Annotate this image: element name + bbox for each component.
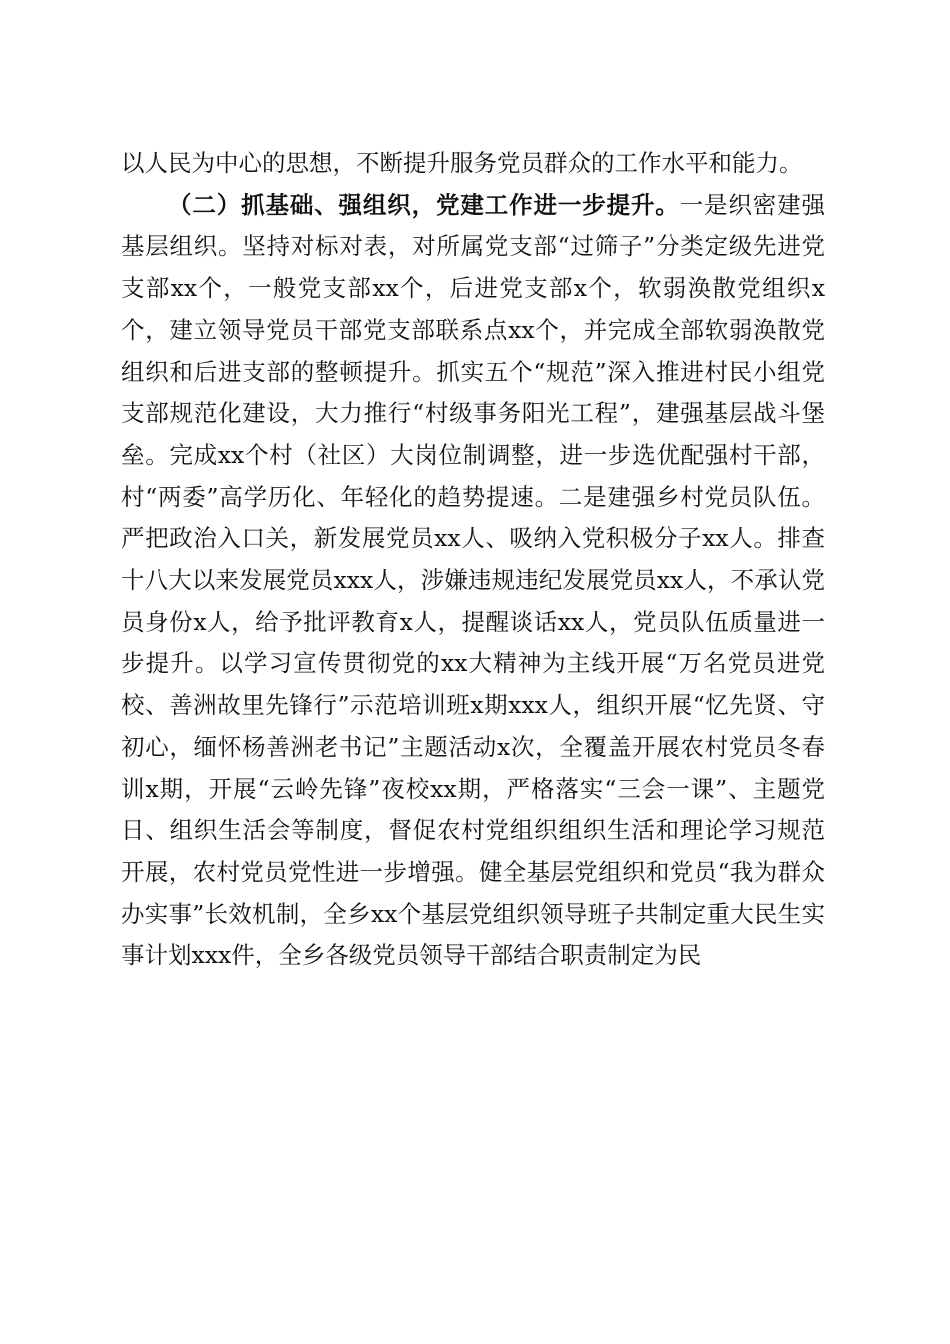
document-body xyxy=(121,143,825,977)
paragraph-text: 以人民为中心的思想，不断提升服务党员群众的工作水平和能力。 xyxy=(121,149,803,177)
paragraph-section-two xyxy=(121,185,825,977)
paragraph-continuation xyxy=(121,143,825,185)
paragraph-text: 一是织密建强基层组织。坚持对标对表，对所属党支部“过筛子”分类定级先进党支部xx个，一般党支部xx个，后进党支部x个，软弱涣散党组织x个，建立领导党员干部党支部联系点xx个，并完成全部软弱涣散党组织和后进支部的整顿提升。抓实五个“规范”深入推进村民小组党支部规范化建设，大力推行“村级事务阳光工程”，建强基层战斗堡垒。完成xx个村（社区）大岗位制调整，进一步选优配强村干部，村“两委”高学历化、年轻化的趋势提速。二是建强乡村党员队伍。严把政治入口关，新发展党员xx人、吸纳入党积极分子xx人。排查十八大以来发展党员xxx人，涉嫌违规违纪发展党员xx人，不承认党员身份x人，给予批评教育x人，提醒谈话xx人，党员队伍质量进一步提升。以学习宣传贯彻党的xx大精神为主线开展“万名党员进党校、善洲故里先锋行”示范培训班x期xxx人，组织开展“忆先贤、守初心，缅怀杨善洲老书记”主题活动x次，全覆盖开展农村党员冬春训x期，开展“云岭先锋”夜校xx期，严格落实“三会一课”、主题党日、组织生活会等制度，督促农村党组织组织生活和理论学习规范开展，农村党员党性进一步增强。健全基层党组织和党员“我为群众办实事”长效机制，全乡xx个基层党组织领导班子共制定重大民生实事计划xxx件，全乡各级党员领导干部结合职责制定为民 xyxy=(121,190,826,970)
section-heading: （二）抓基础、强组织，党建工作进一步提升。 xyxy=(168,190,680,219)
